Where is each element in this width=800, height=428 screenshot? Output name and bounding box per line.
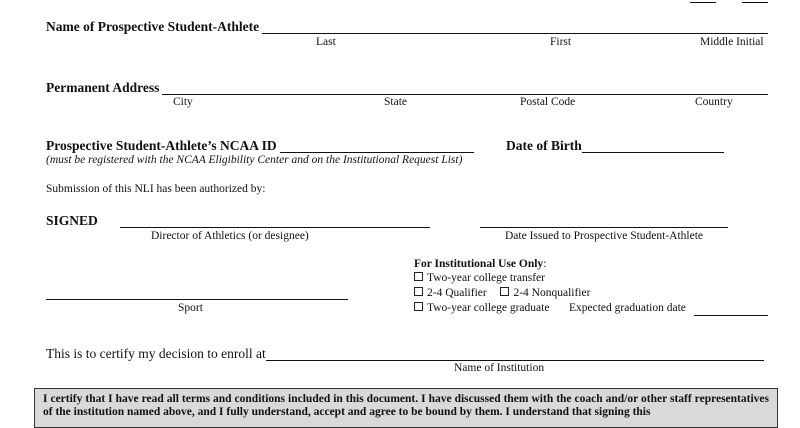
two-year-transfer-option[interactable]	[414, 272, 545, 284]
expected-graduation-label: Expected graduation date	[569, 302, 686, 314]
institutional-use-title	[414, 258, 546, 270]
ncaa-id-label: Prospective Student-Athlete’s NCAA ID	[46, 138, 277, 153]
checkbox-icon[interactable]	[414, 272, 423, 281]
student-name-last-caption: Last	[316, 36, 336, 48]
institutional-use-title-colon: :	[543, 258, 547, 270]
qualifier-option[interactable]	[414, 287, 487, 299]
address-state-caption: State	[384, 96, 407, 108]
sport-field[interactable]	[46, 299, 348, 300]
date-issued-caption: Date Issued to Prospective Student-Athlete	[505, 230, 704, 242]
certification-box: I certify that I have read all terms and conditions included in this document. I have discussed them with the coach and/or other staff representatives of the institution named above, and I fully understand, accept and agree to be bound by them. I understand that signing this	[34, 388, 778, 428]
qualifier-options	[414, 287, 590, 299]
top-mark-left	[690, 0, 716, 3]
ncaa-id-note: (must be registered with the NCAA Eligibility Center and on the Institutional Request List)	[46, 154, 463, 166]
address-country-caption: Country	[695, 96, 733, 108]
two-year-graduate-option[interactable]	[414, 302, 549, 314]
checkbox-icon[interactable]	[414, 287, 423, 296]
director-caption: Director of Athletics (or designee)	[151, 230, 309, 242]
institution-name-field[interactable]	[266, 360, 764, 361]
checkbox-icon[interactable]	[500, 287, 509, 296]
institutional-use-title-text: For Institutional Use Only	[414, 258, 544, 270]
address-city-caption: City	[173, 96, 193, 108]
dob-field[interactable]	[582, 152, 724, 153]
institution-name-caption: Name of Institution	[454, 362, 545, 374]
qualifier-label: 2-4 Qualifier	[427, 287, 487, 299]
sport-caption: Sport	[178, 302, 203, 314]
two-year-graduate-label: Two-year college graduate	[427, 302, 550, 314]
nonqualifier-label: 2-4 Nonqualifier	[513, 287, 591, 299]
two-year-transfer-label: Two-year college transfer	[427, 272, 545, 284]
address-field[interactable]	[162, 94, 768, 95]
student-name-field[interactable]	[262, 33, 768, 34]
dob-label: Date of Birth	[506, 138, 582, 153]
address-postal-caption: Postal Code	[520, 96, 576, 108]
signed-label: SIGNED	[46, 213, 98, 228]
expected-graduation-field[interactable]	[694, 315, 768, 316]
date-issued-field[interactable]	[480, 227, 728, 228]
top-mark-right	[742, 0, 768, 3]
student-name-middle-caption: Middle Initial	[700, 36, 764, 48]
student-name-first-caption: First	[550, 36, 572, 48]
nonqualifier-option[interactable]	[500, 287, 590, 299]
ncaa-id-field[interactable]	[280, 152, 474, 153]
student-name-label: Name of Prospective Student-Athlete	[46, 19, 260, 34]
address-label: Permanent Address	[46, 80, 160, 95]
checkbox-icon[interactable]	[414, 302, 423, 311]
authorization-text: Submission of this NLI has been authorized by:	[46, 183, 266, 195]
director-signature-field[interactable]	[120, 227, 430, 228]
certify-enroll-text: This is to certify my decision to enroll at	[46, 346, 266, 361]
